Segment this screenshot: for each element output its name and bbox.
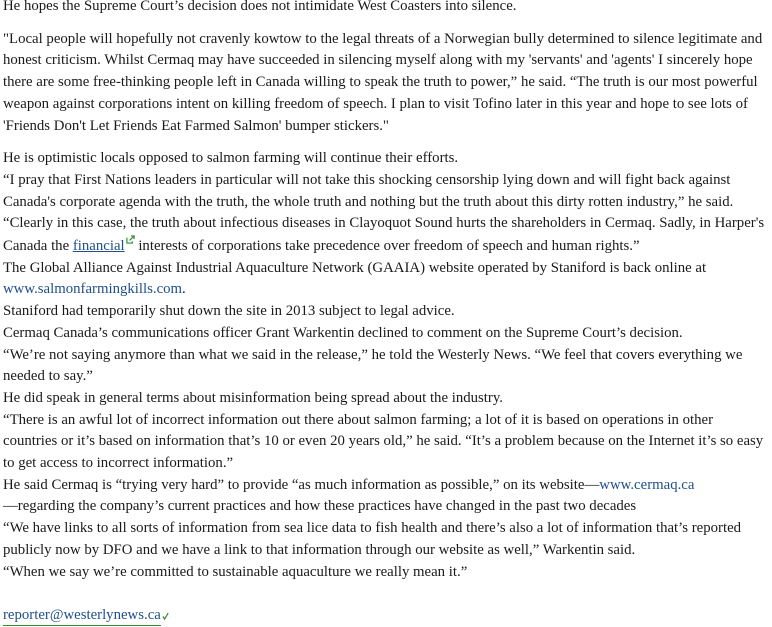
cermaq-website-text: He said Cermaq is “trying very hard” to provide “as much information as possible,” on its website—	[3, 476, 600, 493]
external-link-icon[interactable]	[126, 235, 135, 244]
paragraph-spacer	[3, 583, 769, 605]
paragraph-misinformation: He did speak in general terms about misinformation being spread about the industry.	[3, 389, 503, 406]
paragraph-practices: —regarding the company’s current practices and how these practices have changed in the past two decades	[3, 498, 637, 515]
paragraph-incorrect-info: “There is an awful lot of incorrect information out there about salmon farming; a lot of it is based on operations in other countries or it’s based on information that’s 10 or even 20 years old,” he said. “It’s a problem because on the Internet it’s so easy to get access to incorrect information.”	[3, 411, 764, 472]
paragraph-first-nations	[3, 170, 769, 258]
paragraph-sustainable: “When we say we’re committed to sustainable aquaculture we really mean it.”	[3, 563, 468, 580]
first-nations-text-start: “I pray that First Nations leaders in particular will not take this shocking censorship lying down and will fight back against Canada's corporate agenda with the truth, the whole truth and nothing but the truth about this dirty rotten industry,” he said. “Clearly in this case, the truth about infectious diseases in Clayoquot Sound hurts the shareholders in Cermaq. Sadly, in Harper's Canada the	[3, 171, 765, 255]
paragraph-shutdown: Staniford had temporarily shut down the site in 2013 subject to legal advice.	[3, 303, 455, 320]
paragraph-cermaq-website	[3, 475, 769, 497]
reporter-email-line	[3, 605, 769, 627]
paragraph-staniford-quote: "Local people will hopefully not cravenly kowtow to the legal threats of a Norwegian bully determined to silence legitimate and honest criticism. Whilst Cermaq may have succeeded in silencing myself along with my 'servants' and 'agents' I sincerely hope there are some free-thinking people left in Canada willing to speak the truth to power,” he said. “The truth is our most powerful weapon against corporations intent on killing freedom of speech. I plan to visit Tofino later in this year and hope to see lots of 'Friends Don't Let Friends Eat Farmed Salmon' bumper stickers."	[3, 30, 763, 134]
gaaia-text: The Global Alliance Against Industrial Aquaculture Network (GAAIA) website operated by Staniford is back online at	[3, 259, 707, 276]
gaaia-period: .	[182, 281, 186, 298]
paragraph-links-quote: “We have links to all sorts of information from sea lice data to fish health and there’s also a lot of information that’s reported publicly now by DFO and we have a link to that information through our website as well,” Warkentin said.	[3, 520, 742, 558]
article-body	[3, 0, 769, 627]
salmonfarmingkills-link[interactable]: www.salmonfarmingkills.com	[3, 281, 183, 298]
email-wrapper[interactable]	[3, 605, 161, 627]
reporter-email-link[interactable]: reporter@westerlynews.ca	[3, 607, 161, 624]
paragraph-spacer	[3, 137, 769, 148]
paragraph-supreme-court: He hopes the Supreme Court’s decision does not intimidate West Coasters into silence.	[3, 0, 517, 14]
checkmark-icon	[162, 612, 169, 621]
paragraph-optimistic: He is optimistic locals opposed to salmon farming will continue their efforts.	[3, 150, 459, 167]
paragraph-release-quote: “We’re not saying anymore than what we said in the release,” he told the Westerly News. “We feel that covers everything we needed to say.”	[3, 346, 743, 385]
paragraph-gaaia	[3, 258, 769, 301]
financial-link[interactable]: financial	[72, 238, 125, 255]
cermaq-link[interactable]: www.cermaq.ca	[599, 476, 695, 493]
first-nations-text-end: interests of corporations take precedence over freedom of speech and human rights.”	[134, 238, 640, 255]
paragraph-spacer	[3, 18, 769, 29]
paragraph-warkentin-declined: Cermaq Canada’s communications officer Grant Warkentin declined to comment on the Supreme Court’s decision.	[3, 324, 683, 341]
